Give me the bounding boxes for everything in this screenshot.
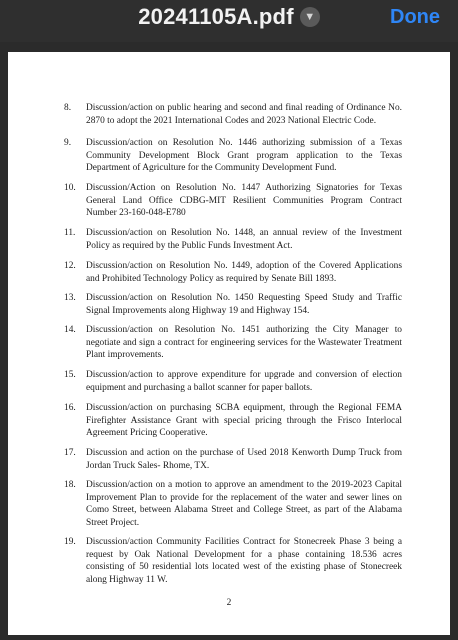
- done-button[interactable]: Done: [390, 6, 440, 28]
- item-number: 18.: [64, 480, 76, 490]
- agenda-item-12: [64, 260, 402, 285]
- item-text: Discussion/action on Resolution No. 1451 authorizing the City Manager to negotiate and sign a contract for engineering services for the Wastewater Treatment Plant improvements.: [86, 325, 402, 361]
- top-bar: [0, 0, 458, 42]
- agenda-item-14: [64, 324, 402, 362]
- item-number: 10.: [64, 183, 76, 193]
- item-text: Discussion/Action on Resolution No. 1447 Authorizing Signatories for Texas General Land Office CDBG-MIT Resilient Communities Program Contract Number 23-160-048-E780: [86, 183, 402, 219]
- item-text: Discussion/action Community Facilities Contract for Stonecreek Phase 3 being a request by Oak National Development for a phase containing 18.536 acres consisting of 50 residential lots located west of the existing phase of Stonecreek along Highway 11 W.: [86, 537, 402, 585]
- item-text: Discussion/action on Resolution No. 1449, adoption of the Covered Applications and Prohibited Technology Policy as required by Senate Bill 1893.: [86, 261, 402, 284]
- agenda-item-15: [64, 369, 402, 394]
- agenda-item-13: [64, 292, 402, 317]
- item-number: 15.: [64, 370, 76, 380]
- agenda-item-17: [64, 447, 402, 472]
- agenda-item-18: [64, 479, 402, 529]
- item-text: Discussion/action to approve expenditure for upgrade and conversion of election equipment and purchasing a ballot scanner for paper ballots.: [86, 370, 402, 393]
- item-text: Discussion/action on a motion to approve an amendment to the 2019-2023 Capital Improvement Plan to provide for the replacement of the water and sewer lines on Como Street, between Alabama Street and College Street, as part of the Alabama Street Project.: [86, 480, 402, 528]
- agenda-item-9: [64, 137, 402, 175]
- item-number: 14.: [64, 325, 76, 335]
- agenda-item-16: [64, 402, 402, 440]
- item-number: 11.: [64, 228, 76, 238]
- agenda-item-11: [64, 227, 402, 252]
- item-number: 19.: [64, 537, 76, 547]
- page-number: 2: [226, 598, 232, 608]
- item-text: Discussion/action on Resolution No. 1450 Requesting Speed Study and Traffic Signal Improvements along Highway 19 and Highway 154.: [86, 293, 402, 316]
- item-text: Discussion/action on purchasing SCBA equipment, through the Regional FEMA Firefighter Assistance Grant with special pricing through the Frisco Interlocal Agreement Pricing Cooperative.: [86, 403, 402, 439]
- item-text: Discussion/action on Resolution No. 1448, an annual review of the Investment Policy as required by the Public Funds Investment Act.: [86, 228, 402, 251]
- agenda-item-19: [64, 536, 402, 586]
- agenda-item-8: [64, 102, 402, 127]
- item-number: 8.: [64, 103, 72, 113]
- pdf-page: [8, 52, 450, 635]
- item-text: Discussion/action on Resolution No. 1446 authorizing submission of a Texas Community Development Block Grant program application to the Texas Department of Agriculture for the Community Development Fund.: [86, 138, 402, 174]
- item-number: 12.: [64, 261, 76, 271]
- item-number: 13.: [64, 293, 76, 303]
- item-number: 17.: [64, 448, 76, 458]
- item-text: Discussion/action on public hearing and second and final reading of Ordinance No. 2870 to adopt the 2021 International Codes and 2023 National Electric Code.: [86, 103, 402, 126]
- item-number: 9.: [64, 138, 72, 148]
- item-number: 16.: [64, 403, 76, 413]
- document-title: 20241105A.pdf: [138, 4, 294, 29]
- chevron-down-icon[interactable]: ▼: [300, 7, 320, 27]
- agenda-item-10: [64, 182, 402, 220]
- item-text: Discussion and action on the purchase of Used 2018 Kenworth Dump Truck from Jordan Truck Sales- Rhome, TX.: [86, 448, 402, 471]
